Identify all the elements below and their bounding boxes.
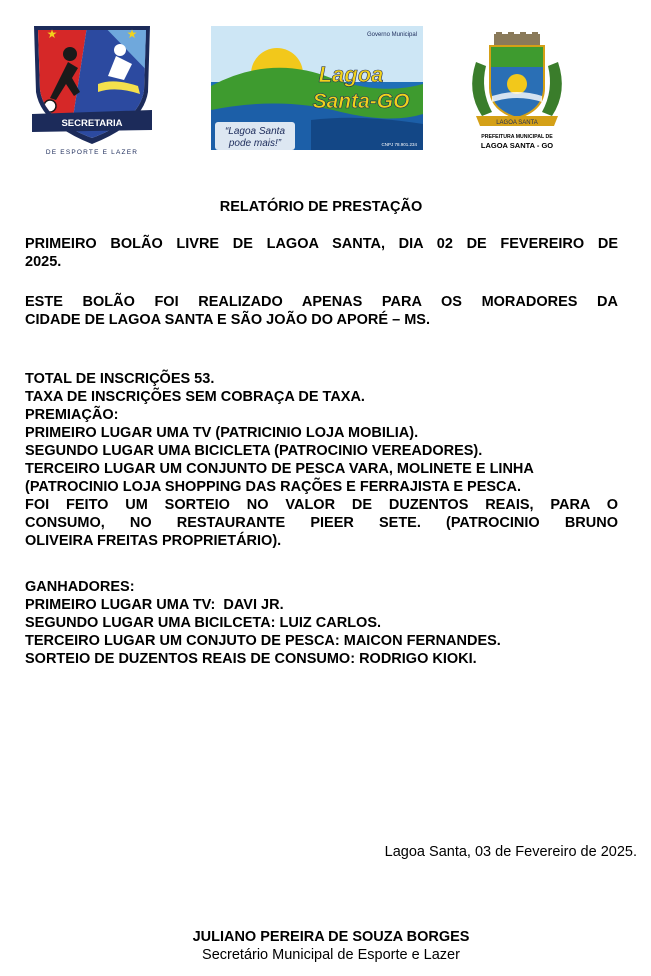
document-title: RELATÓRIO DE PRESTAÇÃO bbox=[219, 199, 423, 215]
letterhead bbox=[0, 18, 651, 158]
star-icon: ★ bbox=[46, 27, 58, 41]
winner-second: SEGUNDO LUGAR UMA BICILCETA: LUIZ CARLOS. bbox=[25, 615, 382, 631]
banner-footnote: CNPJ 78.901.234 bbox=[381, 142, 417, 147]
place-and-date: Lagoa Santa, 03 de Fevereiro de 2025. bbox=[384, 844, 637, 860]
winners-section bbox=[25, 578, 618, 668]
intro-line: PRIMEIRO BOLÃO LIVRE DE LAGOA SANTA, DIA 02 DE FEVEREIRO DE bbox=[25, 236, 618, 252]
scope-line: CIDADE DE LAGOA SANTA E SÃO JOÃO DO APORÉ – MS. bbox=[25, 312, 430, 328]
registration-fee: TAXA DE INSCRIÇÕES SEM COBRAÇA DE TAXA. bbox=[25, 389, 365, 405]
logo-left-banner-text: SECRETARIA bbox=[61, 118, 123, 129]
total-registrations: TOTAL DE INSCRIÇÕES 53. bbox=[25, 371, 215, 387]
scope-line: ESTE BOLÃO FOI REALIZADO APENAS PARA OS MORADORES DA bbox=[25, 294, 618, 310]
banner-slogan-line2: pode mais!” bbox=[228, 138, 282, 149]
municipal-coat-of-arms bbox=[462, 32, 572, 154]
prize-first: PRIMEIRO LUGAR UMA TV (PATRICINIO LOJA MOBILIA). bbox=[25, 425, 419, 441]
banner-top-text: Governo Municipal bbox=[366, 32, 417, 38]
signature-block bbox=[0, 929, 651, 964]
winner-first: PRIMEIRO LUGAR UMA TV: DAVI JR. bbox=[25, 597, 284, 613]
prize-second: SEGUNDO LUGAR UMA BICICLETA (PATROCINIO VEREADORES). bbox=[25, 443, 483, 459]
banner-name-line1: Lagoa bbox=[318, 62, 384, 87]
banner-slogan-line1: “Lagoa Santa bbox=[224, 126, 286, 137]
seal-caption-line1: PREFEITURA MUNICIPAL DE bbox=[481, 134, 553, 140]
seal-ribbon-text: LAGOA SANTA bbox=[496, 120, 538, 126]
signatory-role: Secretário Municipal de Esporte e Lazer bbox=[202, 947, 460, 963]
logo-left-caption: DE ESPORTE E LAZER bbox=[45, 149, 139, 156]
star-icon: ★ bbox=[126, 27, 138, 41]
winner-third: TERCEIRO LUGAR UM CONJUTO DE PESCA: MAICON FERNANDES. bbox=[25, 633, 501, 649]
signatory-name: JULIANO PEREIRA DE SOUZA BORGES bbox=[192, 929, 470, 945]
seal-caption-line2: LAGOA SANTA - GO bbox=[480, 141, 554, 150]
raffle-line: FOI FEITO UM SORTEIO NO VALOR DE DUZENTOS REAIS, PARA O bbox=[25, 497, 618, 513]
winners-label: GANHADORES: bbox=[25, 579, 135, 595]
raffle-line: CONSUMO, NO RESTAURANTE PIEER SETE. (PATROCINIO BRUNO bbox=[25, 515, 618, 531]
banner-name-line2: Santa-GO bbox=[312, 90, 410, 113]
prize-third: TERCEIRO LUGAR UM CONJUNTO DE PESCA VARA, MOLINETE E LINHA bbox=[25, 461, 534, 477]
prize-third-cont: (PATROCINIO LOJA SHOPPING DAS RAÇÕES E FERRAJISTA E PESCA. bbox=[25, 479, 522, 495]
lagoa-santa-banner-logo bbox=[211, 26, 423, 150]
raffle-line: OLIVEIRA FREITAS PROPRIETÁRIO). bbox=[25, 533, 282, 549]
prizes-label: PREMIAÇÃO: bbox=[25, 407, 119, 423]
sports-secretariat-logo bbox=[28, 20, 156, 158]
intro-paragraph bbox=[25, 235, 618, 271]
intro-line: 2025. bbox=[25, 254, 62, 270]
winner-raffle: SORTEIO DE DUZENTOS REAIS DE CONSUMO: RODRIGO KIOKI. bbox=[25, 651, 477, 667]
details-section bbox=[25, 370, 618, 550]
scope-paragraph bbox=[25, 293, 618, 329]
